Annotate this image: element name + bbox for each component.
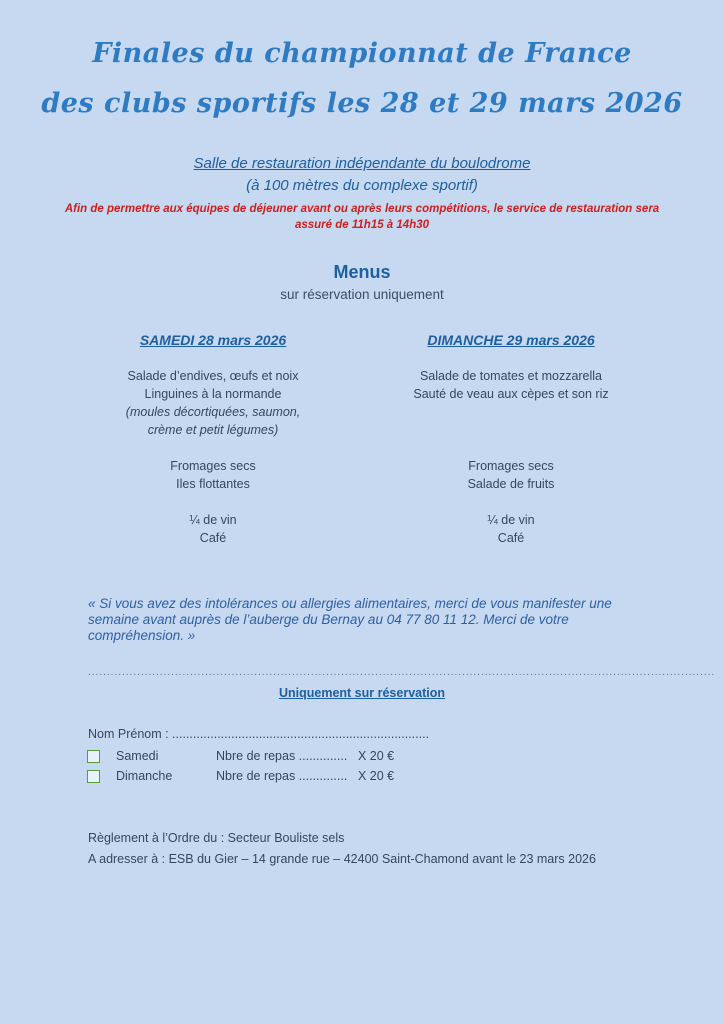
separator-line: ...................................................................................................................................................................... — [88, 667, 716, 678]
venue-line-1: Salle de restauration indépendante du boulodrome — [193, 155, 531, 172]
title-line-1: Finales du championnat de France — [92, 38, 632, 69]
sunday-title: DIMANCHE 29 mars 2026 — [427, 332, 595, 348]
title-line-2: des clubs sportifs les 28 et 29 mars 2026 — [41, 88, 683, 119]
sat-cheese: Fromages secs — [170, 459, 256, 473]
sunday-menu — [395, 331, 627, 547]
menus-subheading: sur réservation uniquement — [280, 287, 444, 302]
reservation-heading: Uniquement sur réservation — [278, 686, 445, 700]
payment-info: Règlement à l’Ordre du : Secteur Bouliste sels — [88, 831, 345, 845]
venue-line-2: (à 100 mètres du complexe sportif) — [246, 177, 478, 194]
sat-wine: ¼ de vin — [189, 513, 237, 527]
address-info: A adresser à : ESB du Gier – 14 grande rue – 42400 Saint-Chamond avant le 23 mars 2026 — [88, 852, 596, 866]
saturday-checkbox[interactable] — [87, 750, 100, 763]
sat-dessert: Iles flottantes — [176, 477, 250, 491]
sat-main-detail: (moules décortiquées, saumon, crème et petit légumes) — [125, 405, 301, 437]
saturday-meals-field[interactable]: Nbre de repas .............. — [216, 749, 348, 763]
sunday-label: Dimanche — [116, 769, 173, 783]
sun-dessert: Salade de fruits — [467, 477, 555, 491]
sunday-price: X 20 € — [358, 769, 395, 783]
sunday-checkbox[interactable] — [87, 770, 100, 783]
sun-cheese: Fromages secs — [468, 459, 554, 473]
sun-coffee: Café — [497, 531, 525, 545]
service-notice: Afin de permettre aux équipes de déjeuner avant ou après leurs compétitions, le service de restauration sera assuré de 11h15 à 14h30 — [64, 203, 660, 231]
saturday-title: SAMEDI 28 mars 2026 — [139, 332, 287, 348]
sun-main: Sauté de veau aux cèpes et son riz — [413, 387, 609, 401]
saturday-menu — [108, 331, 318, 547]
saturday-label: Samedi — [116, 749, 159, 763]
sat-starter: Salade d’endives, œufs et noix — [127, 369, 299, 383]
sun-starter: Salade de tomates et mozzarella — [419, 369, 603, 383]
allergy-note: « Si vous avez des intolérances ou allergies alimentaires, merci de vous manifester une semaine avant auprès de l’auberge du Bernay au 04 77 80 11 12. Merci de votre compréhension. » — [88, 596, 612, 643]
sat-main: Linguines à la normande — [144, 387, 282, 401]
menus-heading: Menus — [333, 262, 391, 282]
sun-wine: ¼ de vin — [487, 513, 535, 527]
saturday-price: X 20 € — [358, 749, 395, 763]
sunday-meals-field[interactable]: Nbre de repas .............. — [216, 769, 348, 783]
sat-coffee: Café — [199, 531, 227, 545]
name-field[interactable]: Nom Prénom : .......................................................................... — [88, 727, 430, 741]
